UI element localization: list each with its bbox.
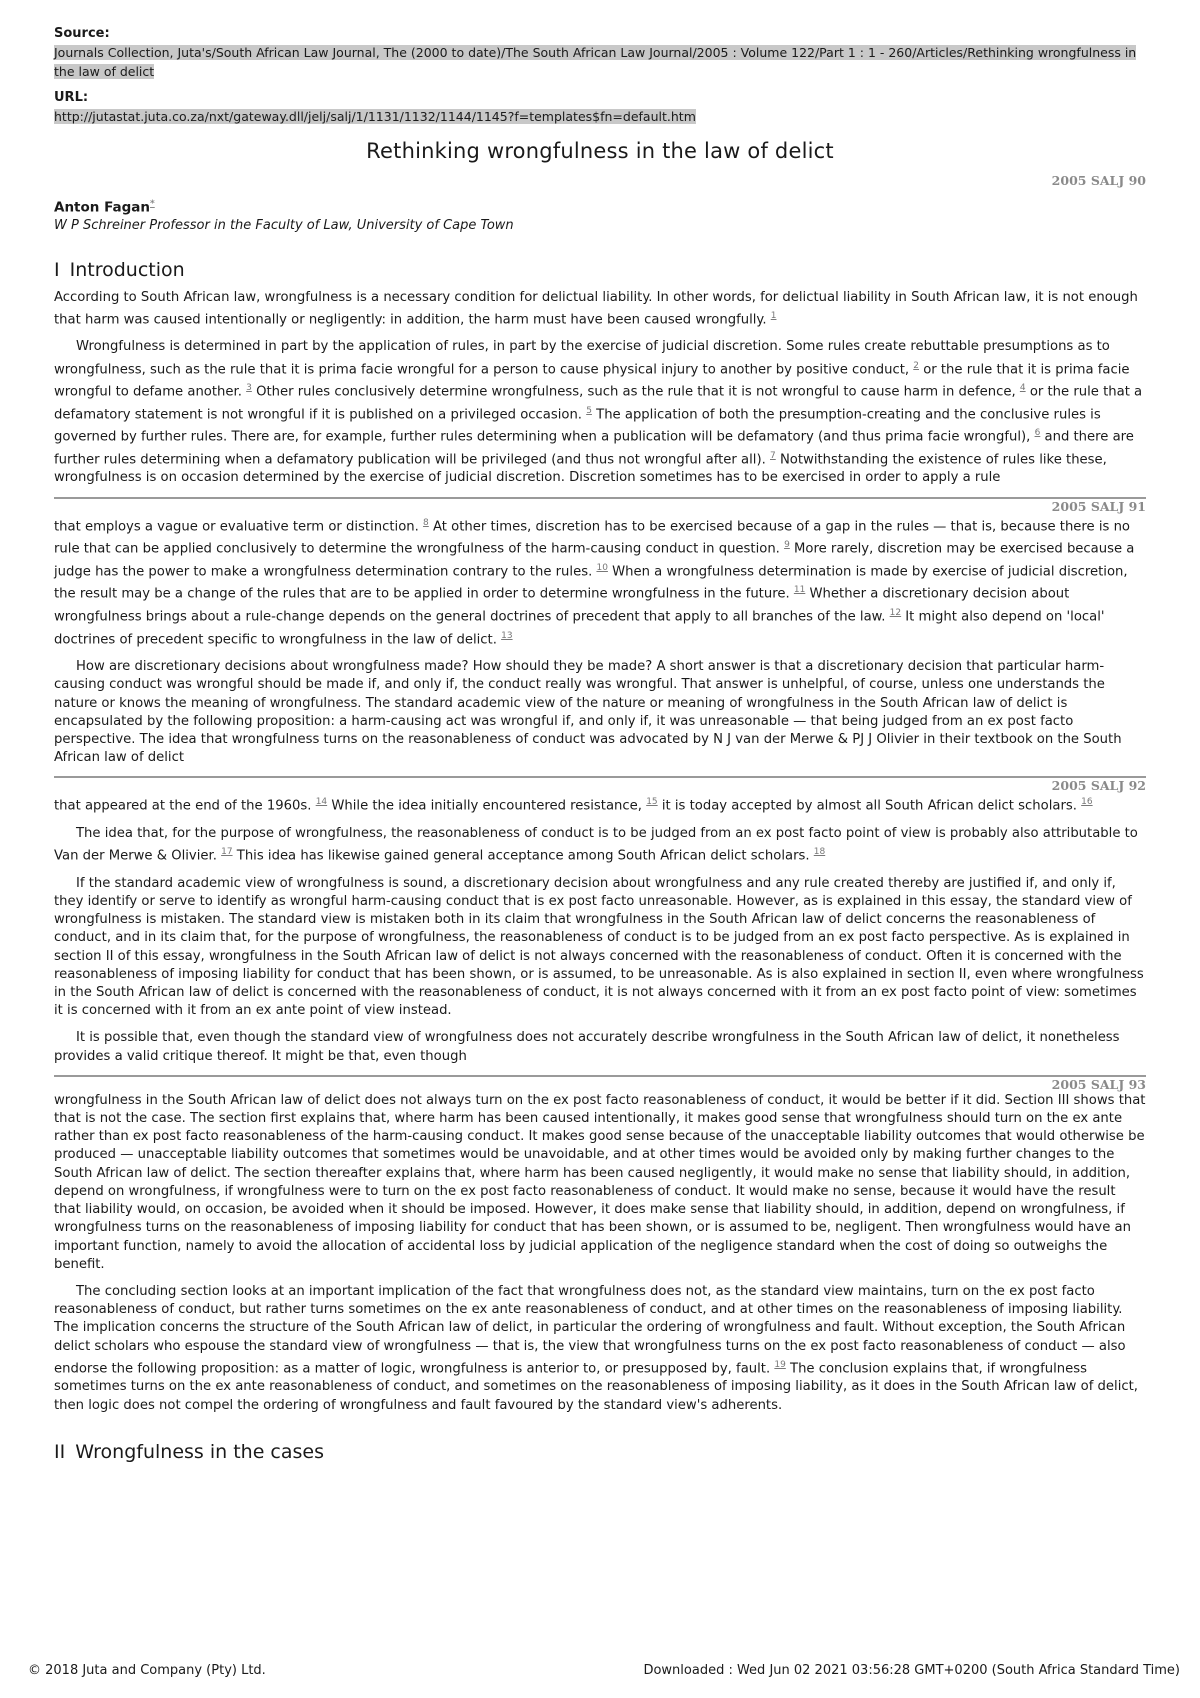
paragraph: It is possible that, even though the standard view of wrongfulness does not accurately describe wrongfulness in the South African law of delict, it nonetheless provides a valid critique thereof. It might be that, even though xyxy=(54,1030,1120,1064)
section-heading-introduction xyxy=(54,259,1146,281)
footnote-link[interactable]: 18 xyxy=(813,847,826,858)
paragraph: Wrongfulness is determined in part by the application of rules, in part by the exercise of judicial discretion. Some rules create rebuttable presumptions as to wrongfulness, such as the rule that it is prima facie wrongful for a person to cause physical injury to another by positive conduct, $^2$ or the rule that it is prima facie wrongful to defame another. $^3$ Other rules conclusively determine wrongfulness, such as the rule that it is not wrongful to cause harm in defence, $^4$ or the rule that a defamatory statement is not wrongful if it is published on a privileged occasion. $^5$ The application of both the presumption-creating and the conclusive rules is governed by further rules. There are, for example, further rules determining when a publication will be defamatory (and thus prima facie wrongful), $^6$ and there are further rules determining when a defamatory publication will be privileged (and thus not wrongful after all). $^7$ Notwithstanding the existence of rules like these, wrongfulness is on occasion determined by the exercise of judicial discretion. Discretion sometimes has to be exercised in order to apply a rule xyxy=(54,339,1143,486)
source-path[interactable]: Journals Collection, Juta's/South African Law Journal, The (2000 to date)/The South African Law Journal/2005 : Volume 122/Part 1 : 1 - 260/Articles/Rethinking wrongfulness in the law of delict xyxy=(54,45,1137,79)
footnote-link[interactable]: 19 xyxy=(774,1359,786,1370)
copyright-notice: © 2018 Juta and Company (Pty) Ltd. xyxy=(28,1663,266,1678)
author-affiliation: W P Schreiner Professor in the Faculty of Law, University of Cape Town xyxy=(54,217,514,233)
author-name-text: Anton Fagan xyxy=(54,199,151,216)
paragraph: If the standard academic view of wrongfulness is sound, a discretionary decision about wrongfulness and any rule created thereby are justified if, and only if, they identify or serve to identify as wrongful harm-causing conduct that is ex post facto unreasonable. However, as is explained in this essay, the standard view of wrongfulness is mistaken. The standard view is mistaken both in its claim that wrongfulness in the South African law of delict concerns the reasonableness of conduct, and in its claim that, for the purpose of wrongfulness, the reasonableness of conduct is to be judged from an ex post facto perspective. As is explained in section II of this essay, wrongfulness in the South African law of delict is not always concerned with the reasonableness of conduct. Often it is concerned with the reasonableness of imposing liability for conduct that has been shown, or is assumed, to be unreasonable. As is also explained in section II, even where wrongfulness in the South African law of delict is concerned with the reasonableness of conduct, it is not always concerned with it from an ex post facto point of view: sometimes it is concerned with it from an ex ante point of view instead. xyxy=(54,875,1144,1019)
source-block xyxy=(54,26,1146,80)
footnote-link[interactable]: 4 xyxy=(1019,383,1026,394)
paragraph: that employs a vague or evaluative term or distinction. $^8$ At other times, discretion has to be exercised because of a gap in the rules — that is, because there is no rule that can be applied conclusively to determine the wrongfulness of the harm-causing conduct in question. $^9$ More rarely, discretion may be exercised because a judge has the power to make a wrongfulness determination contrary to the rules. $^{10}$ When a wrongfulness determination is made by exercise of judicial discretion, the result may be a change of the rules that are to be applied in order to determine wrongfulness in the future. $^{11}$ Whether a discretionary decision about wrongfulness brings about a rule-change depends on the general doctrines of precedent that apply to all branches of the law. $^{12}$ It might also depend on 'local' doctrines of precedent specific to wrongfulness in the law of delict. $^{13}$ xyxy=(54,517,1135,648)
footnote-link[interactable]: 11 xyxy=(793,585,806,596)
footnote-link[interactable]: 8 xyxy=(423,517,429,528)
footnote-link[interactable]: 16 xyxy=(1081,797,1093,808)
section-number: I xyxy=(54,258,60,281)
source-label: Source: xyxy=(54,26,110,41)
paragraph: wrongfulness in the South African law of delict does not always turn on the ex post facto reasonableness of conduct, it would be better if it did. Section III shows that that is not the case. The section first explains that, where harm has been caused intentionally, it makes good sense that wrongfulness should turn on the ex ante rather than ex post facto reasonableness of the harm-causing conduct. It makes good sense because of the unacceptable liability outcomes that would otherwise be produced — unacceptable liability outcomes that sometimes would be unavoidable, and at other times would be avoided only by making further changes to the South African law of delict. The section thereafter explains that, where harm has been caused negligently, it would make no sense that liability should, in addition, depend on wrongfulness, if wrongfulness were to turn on the ex post facto reasonableness of conduct. It would make no sense, because it would have the result that liability would, on occasion, be avoided when it should be imposed. However, it does make sense that liability should, in addition, depend on wrongfulness, if wrongfulness turns on the reasonableness of imposing liability for conduct that has been shown, or is assumed to be, negligent. Then wrongfulness would have an important function, namely to avoid the allocation of accidental loss by judicial application of the negligence standard when the cost of doing so outweighs the benefit. xyxy=(54,1092,1146,1272)
footnote-link[interactable]: 2 xyxy=(913,360,919,371)
footnote-link[interactable]: 14 xyxy=(315,797,328,808)
url-link[interactable]: http://jutastat.juta.co.za/nxt/gateway.dll/jelj/salj/1/1131/1132/1144/1145?f=templates$fn=default.htm xyxy=(54,109,696,124)
url-label: URL: xyxy=(54,90,89,105)
footnote-link[interactable]: 3 xyxy=(246,383,252,394)
footnote-link[interactable]: 1 xyxy=(770,310,777,321)
footnote-link[interactable]: 17 xyxy=(221,847,233,858)
paragraph: The idea that, for the purpose of wrongfulness, the reasonableness of conduct is to be judged from an ex post facto point of view is probably also attributable to Van der Merwe & Olivier. $^{17}$ This idea has likewise gained general acceptance among South African delict scholars. $^{18}$ xyxy=(54,826,1138,864)
paragraph: The concluding section looks at an important implication of the fact that wrongfulness does not, as the standard view maintains, turn on the ex post facto reasonableness of conduct, but rather turns sometimes on the ex ante reasonableness of conduct, and at other times on the reasonableness of imposing liability. The implication concerns the structure of the South African law of delict, in particular the ordering of wrongfulness and fault. Without exception, the South African delict scholars who espouse the standard view of wrongfulness — that is, the view that wrongfulness turns on the ex post facto reasonableness of conduct — also endorse the following proposition: as a matter of logic, wrongfulness is anterior to, or presupposed by, fault. $^{19}$ The conclusion explains that, if wrongfulness sometimes turns on the ex ante reasonableness of conduct, and sometimes on the reasonableness of imposing liability, as it does in the South African law of delict, then logic does not compel the ordering of wrongfulness and fault favoured by the standard view's adherents. xyxy=(54,1283,1138,1413)
section-title: Wrongfulness in the cases xyxy=(75,1440,325,1463)
document-page xyxy=(54,26,1146,1471)
download-timestamp: Downloaded : Wed Jun 02 2021 03:56:28 GMT+0200 (South Africa Standard Time) xyxy=(643,1663,1180,1678)
footnote-link[interactable]: 13 xyxy=(501,630,513,641)
paragraph: that appeared at the end of the 1960s. $^{14}$ While the idea initially encountered resistance, $^{15}$ it is today accepted by almost all South African delict scholars. $^{16}$ xyxy=(54,797,1093,814)
paragraph: According to South African law, wrongfulness is a necessary condition for delictual liability. In other words, for delictual liability in South African law, it is not enough that harm was caused intentionally or negligently: in addition, the harm must have been caused wrongfully. $^1$ xyxy=(54,289,1138,328)
page-footer xyxy=(28,1663,1180,1678)
url-block xyxy=(54,90,1146,125)
page-ref-92: 2005 SALJ 92 xyxy=(1051,778,1146,794)
footnote-link[interactable]: 6 xyxy=(1034,428,1041,439)
author-footnote-link[interactable]: * xyxy=(150,199,155,209)
footnote-link[interactable]: 10 xyxy=(596,562,608,573)
page-ref-91: 2005 SALJ 91 xyxy=(1051,498,1146,514)
page-ref-93: 2005 SALJ 93 xyxy=(1051,1076,1146,1092)
section-heading-wrongfulness-cases xyxy=(54,1441,1146,1463)
footnote-link[interactable]: 5 xyxy=(586,405,592,416)
article-title: Rethinking wrongfulness in the law of delict xyxy=(366,139,834,163)
section-title: Introduction xyxy=(69,258,185,281)
footnote-link[interactable]: 9 xyxy=(784,540,790,551)
author-name xyxy=(54,196,1146,216)
page-ref-90: 2005 SALJ 90 xyxy=(1051,173,1146,188)
section-number: II xyxy=(54,1440,66,1463)
footnote-link[interactable]: 12 xyxy=(889,608,902,619)
footnote-link[interactable]: 15 xyxy=(646,797,658,808)
footnote-link[interactable]: 7 xyxy=(770,450,776,461)
paragraph: How are discretionary decisions about wrongfulness made? How should they be made? A short answer is that a discretionary decision that particular harm-causing conduct was wrongful should be made if, and only if, the conduct really was wrongful. That answer is unhelpful, of course, unless one understands the nature or knows the meaning of wrongfulness. The standard academic view of the nature or meaning of wrongfulness in the South African law of delict is encapsulated by the following proposition: a harm-causing act was wrongful if, and only if, it was unreasonable — that being judged from an ex post facto perspective. The idea that wrongfulness turns on the reasonableness of conduct was advocated by N J van der Merwe & PJ J Olivier in their textbook on the South African law of delict xyxy=(54,659,1122,766)
